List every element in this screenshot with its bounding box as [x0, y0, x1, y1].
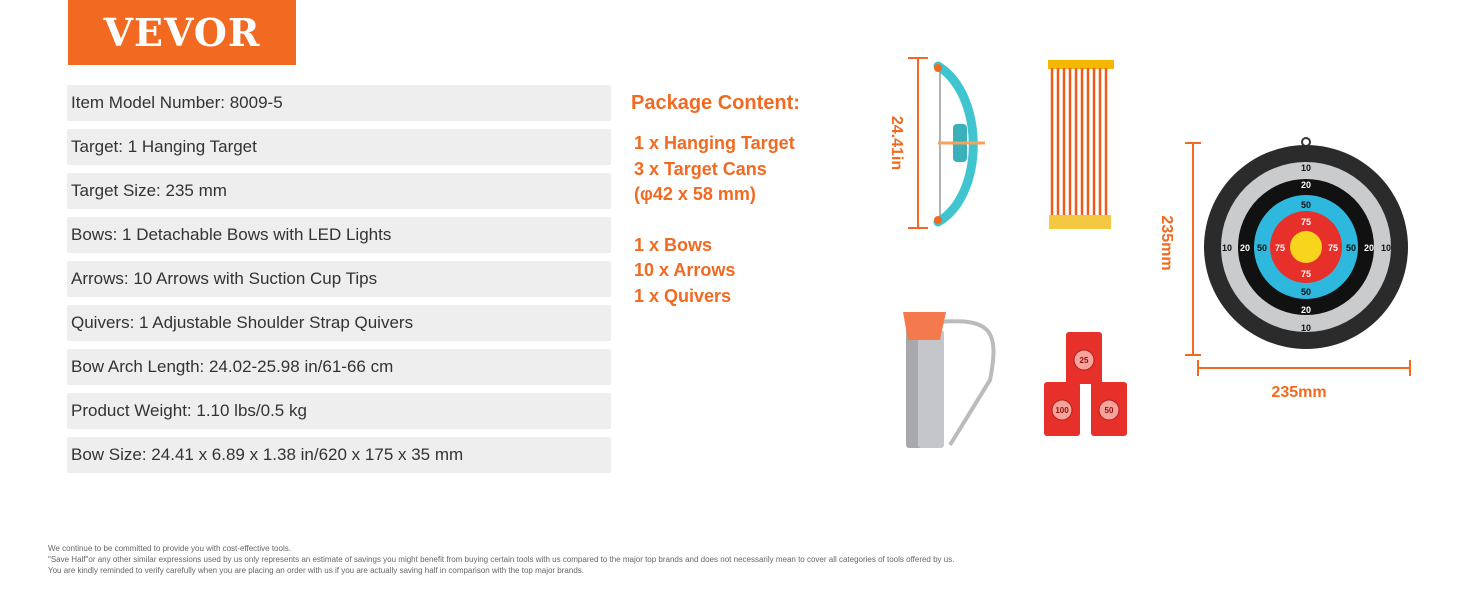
ring-label: 75: [1300, 217, 1312, 227]
bow-height-label: 24.41in: [888, 115, 905, 171]
bow-image: [934, 64, 985, 224]
bow-dimension-line: [908, 58, 928, 228]
ring-label: 50: [1300, 287, 1312, 297]
package-item: 3 x Target Cans: [634, 158, 767, 179]
package-item: 1 x Hanging Target: [634, 133, 795, 153]
package-item: 1 x Quivers: [634, 285, 732, 306]
ring-label: 10: [1380, 243, 1392, 253]
disclaimer-line: We continue to be committed to provide you with cost-effective tools.: [48, 544, 291, 553]
logo-text: VEVOR: [103, 10, 261, 55]
disclaimer-line: You are kindly reminded to verify carefully when you are placing an order with us if you are actually saving half in comparison with the top major brands.: [48, 566, 584, 575]
ring-label: 10: [1300, 163, 1312, 173]
ring-label: 20: [1300, 305, 1312, 315]
ring-label: 50: [1300, 200, 1312, 210]
quiver-image: [903, 312, 993, 448]
ring-label: 50: [1345, 243, 1357, 253]
package-item: 1 x Bows: [634, 234, 713, 255]
can-score: 100: [1055, 406, 1069, 415]
can-score: 50: [1104, 406, 1114, 415]
ring-label: 75: [1274, 243, 1286, 253]
package-title: Package Content:: [631, 92, 800, 114]
target-cans-image: [1044, 332, 1127, 436]
ring-label: 75: [1327, 243, 1339, 253]
spec-text: Bows: 1 Detachable Bows with LED Lights: [71, 225, 392, 244]
spec-text: Item Model Number: 8009-5: [71, 93, 283, 112]
ring-label: 50: [1256, 243, 1268, 253]
spec-text: Quivers: 1 Adjustable Shoulder Strap Quivers: [71, 313, 414, 332]
arrows-image: [1048, 60, 1114, 229]
disclaimer-line: "Save Half"or any other similar expressions used by us only represents an estimate of savings you might benefit from buying certain tools with us compared to the major top brands and does not necessarily mean to cover all categories of tools offered by us.: [48, 555, 955, 564]
spec-text: Bow Size: 24.41 x 6.89 x 1.38 in/620 x 175 x 35 mm: [71, 445, 464, 464]
package-item: 10 x Arrows: [634, 260, 736, 280]
target-width-label: 235mm: [1271, 384, 1327, 401]
spec-text: Bow Arch Length: 24.02-25.98 in/61-66 cm: [71, 357, 394, 376]
spec-text: Arrows: 10 Arrows with Suction Cup Tips: [71, 269, 378, 288]
spec-text: Target: 1 Hanging Target: [71, 137, 257, 156]
ring-label: 20: [1239, 243, 1251, 253]
spec-text: Target Size: 235 mm: [71, 181, 227, 200]
ring-label: 20: [1300, 180, 1312, 190]
ring-label: 10: [1221, 243, 1233, 253]
can-score: 25: [1079, 356, 1089, 365]
target-height-label: 235mm: [1158, 215, 1175, 271]
spec-text: Product Weight: 1.10 lbs/0.5 kg: [71, 401, 307, 420]
disclaimer: [48, 543, 954, 576]
package-item: (φ42 x 58 mm): [634, 184, 756, 204]
ring-label: 20: [1363, 243, 1375, 253]
ring-label: 10: [1300, 323, 1312, 333]
ring-label: 75: [1300, 269, 1312, 279]
